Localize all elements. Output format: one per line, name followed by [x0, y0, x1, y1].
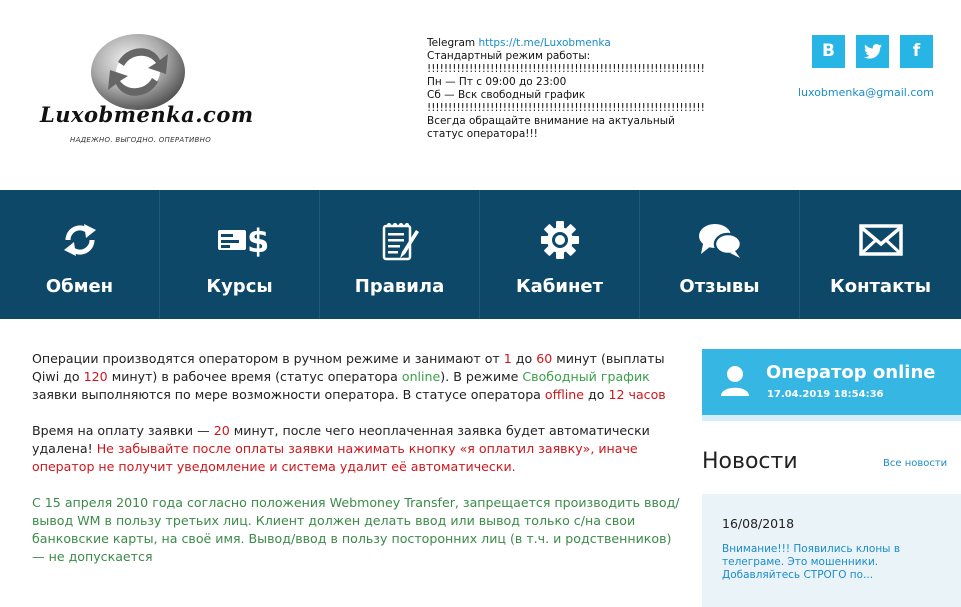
terms-paragraph-timing	[32, 350, 682, 404]
operator-panel-bar	[702, 415, 961, 421]
facebook-icon: f	[912, 41, 921, 61]
news-text-link[interactable]: Внимание!!! Появились клоны в телеграме. Это мошенники. Добавляйтесь СТРОГО по...	[722, 543, 901, 581]
telegram-line	[427, 37, 697, 50]
telegram-link[interactable]: https://t.me/Luxobmenka	[478, 37, 611, 49]
min-minutes: 1	[503, 351, 512, 366]
free-schedule-word: Свободный график	[522, 369, 650, 384]
all-news-link[interactable]: Все новости	[883, 458, 948, 469]
operator-status: Оператор online	[766, 362, 936, 383]
vk-button[interactable]	[812, 35, 845, 68]
gear-icon	[540, 220, 580, 260]
nav-label: Контакты	[829, 276, 932, 297]
schedule-weekend: Сб — Вск свободный график	[427, 89, 586, 101]
text: до	[584, 387, 609, 402]
nav-label: Кабинет	[515, 276, 604, 297]
payment-minutes: 20	[213, 423, 230, 438]
money-rates-icon	[217, 220, 269, 260]
text: ). В режиме	[440, 369, 523, 384]
status-online-word: online	[401, 369, 441, 384]
twitter-bird-icon	[864, 44, 882, 59]
payment-warning: Не забывайте после оплаты заявки нажимать кнопку «я оплатил заявку», иначе оператор не получит уведомление и система удалит её автоматически.	[32, 441, 638, 474]
terms-paragraph-payment	[32, 422, 682, 476]
site-logo[interactable]	[40, 32, 254, 150]
nav-item-rules[interactable]	[320, 190, 480, 319]
max-minutes: 60	[536, 351, 553, 366]
text: до	[511, 351, 537, 366]
telegram-label: Telegram	[427, 37, 476, 49]
text: минут, после чего неоплаченная заявка будет автоматически удалена!	[32, 423, 650, 456]
envelope-icon	[859, 220, 903, 260]
main-nav	[0, 190, 961, 319]
facebook-button[interactable]	[900, 35, 933, 68]
refresh-icon	[60, 220, 100, 260]
contact-email-link[interactable]: luxobmenka@gmail.com	[798, 86, 934, 99]
svg-text:$: $	[246, 222, 269, 260]
logo-tagline: НАДЕЖНО. ВЫГОДНО. ОПЕРАТИВНО	[70, 136, 212, 144]
news-item[interactable]	[702, 494, 961, 607]
qiwi-minutes: 120	[83, 369, 108, 384]
schedule-separator: !!!!!!!!!!!!!!!!!!!!!!!!!!!!!!!!!!!!!!!!!!!!!!!!!!!!!!!!!!!!!!!!!!	[427, 102, 705, 114]
nav-item-contacts[interactable]	[800, 190, 961, 319]
nav-label: Правила	[354, 276, 445, 297]
nav-label: Отзывы	[679, 276, 760, 297]
schedule-separator: !!!!!!!!!!!!!!!!!!!!!!!!!!!!!!!!!!!!!!!!!!!!!!!!!!!!!!!!!!!!!!!!!!	[427, 63, 705, 75]
offline-hours: 12 часов	[608, 387, 666, 402]
operator-status-time: 17.04.2019 18:54:36	[767, 389, 884, 400]
news-date: 16/08/2018	[722, 516, 795, 531]
nav-item-rates[interactable]	[160, 190, 320, 319]
exchange-terms	[32, 350, 682, 584]
text: Операции производятся оператором в ручном режиме и занимают от	[32, 351, 504, 366]
schedule-notice: Всегда обращайте внимание на актуальный статус оператора!!!	[427, 115, 675, 140]
terms-paragraph-webmoney: С 15 апреля 2010 года согласно положения Webmoney Transfer, запрещается производить ввод/вывод WM в пользу третьих лиц. Клиент должен делать ввод или вывод только с/на свои банковские карты, на своё имя. Вывод/ввод в пользу посторонних лиц (в т.ч. и родственников) — не допускается	[32, 495, 680, 564]
text: заявки выполняются по мере возможности оператора. В статусе оператора	[32, 387, 545, 402]
user-icon	[718, 363, 752, 397]
schedule-mode: Стандартный режим работы:	[427, 50, 591, 62]
site-header	[0, 0, 961, 190]
chat-bubbles-icon	[697, 220, 743, 260]
logo-ring-icon	[88, 32, 188, 112]
vk-icon: B	[822, 41, 835, 61]
nav-item-cabinet[interactable]	[480, 190, 640, 319]
operator-status-panel	[702, 349, 961, 415]
nav-item-reviews[interactable]	[640, 190, 800, 319]
news-heading: Новости	[702, 449, 798, 474]
nav-item-exchange[interactable]	[0, 190, 160, 319]
twitter-button[interactable]	[856, 35, 889, 68]
text: минут (выплаты Qiwi до	[32, 351, 665, 384]
work-schedule	[427, 37, 705, 141]
nav-label: Курсы	[206, 276, 273, 297]
text: Время на оплату заявки —	[32, 423, 214, 438]
text: минут) в рабочее время (статус оператора	[107, 369, 402, 384]
status-offline-word: offline	[544, 387, 585, 402]
logo-wordmark: Luxobmenka.com	[40, 102, 254, 127]
schedule-weekdays: Пн — Пт с 09:00 до 23:00	[427, 76, 567, 88]
rules-document-icon	[380, 220, 420, 262]
nav-label: Обмен	[45, 276, 114, 297]
